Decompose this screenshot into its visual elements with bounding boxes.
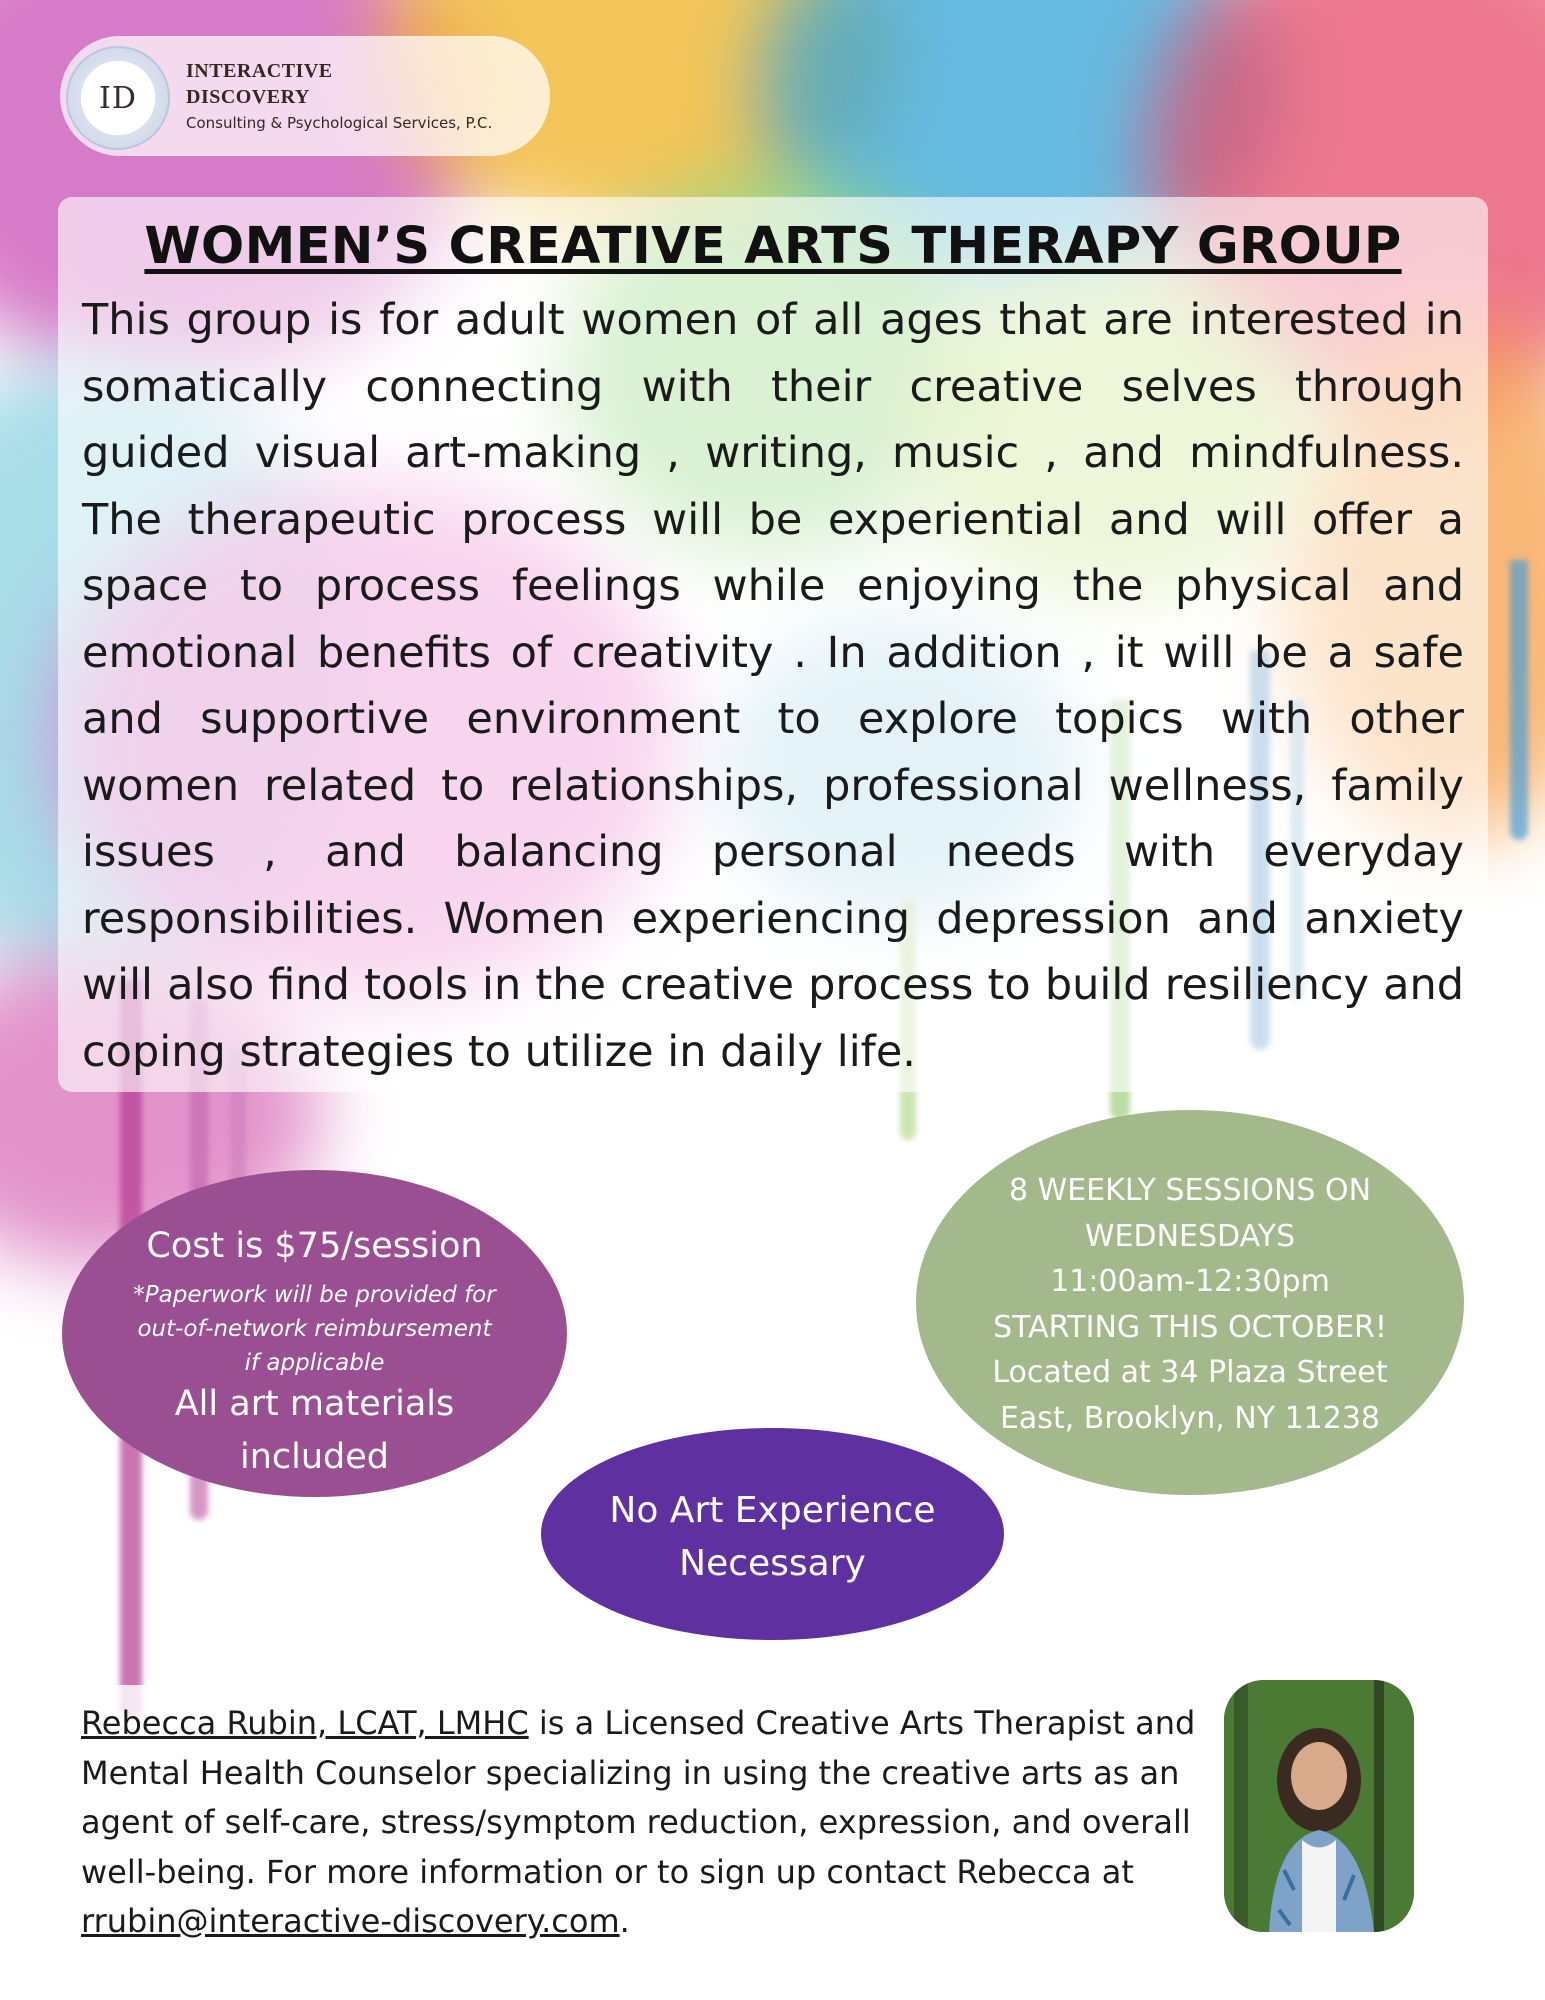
no-experience-line: No Art Experience — [609, 1490, 936, 1531]
email-link[interactable]: rrubin@interactive-discovery.com — [81, 1902, 620, 1940]
materials-included — [122, 1378, 507, 1484]
note-line: if applicable — [244, 1350, 385, 1376]
logo-subtitle: Consulting & Psychological Services, P.C. — [186, 114, 493, 132]
group-description: This group is for adult women of all ages that are interested in somatically connecting with their creative selves through guided visual art-making , writing, music , and mindfulness. The therapeutic process will be experiential and will offer a space to process feelings while enjoying the physical and emotional benefits of creativity . In addition , it will be a safe and supportive environment to explore topics with other women related to relationships, professional wellness, family issues , and balancing personal needs with everyday responsibilities. Women experiencing depression and anxiety will also find tools in the creative process to build resiliency and coping strategies to utilize in daily life. — [82, 295, 1464, 1077]
sessions-oval — [916, 1110, 1464, 1495]
sessions-start: STARTING THIS OCTOBER! — [993, 1309, 1387, 1345]
no-experience-line: Necessary — [679, 1543, 866, 1584]
logo-name-line1: INTERACTIVE — [186, 60, 333, 82]
reimbursement-note — [102, 1278, 527, 1380]
therapist-bio — [81, 1699, 1211, 1947]
logo-badge — [60, 36, 550, 156]
main-info-card — [58, 197, 1488, 1092]
note-line: *Paperwork will be provided for — [133, 1282, 496, 1308]
therapist-bio-card — [60, 1685, 1460, 1950]
location-line: East, Brooklyn, NY 11238 — [999, 1400, 1381, 1436]
logo-name-line2: DISCOVERY — [186, 86, 310, 108]
logo-initials: ID — [99, 80, 137, 116]
no-experience-oval — [541, 1428, 1004, 1640]
page-title: WOMEN’S CREATIVE ARTS THERAPY GROUP — [144, 217, 1402, 276]
bio-end: . — [619, 1902, 630, 1940]
materials-line: included — [239, 1437, 390, 1477]
bio-text: is a Licensed Creative Arts Therapist and Mental Health Counselor specializing in using the creative arts as an agent of self-care, stress/symptom reduction, expression, and overall well-being. For more information or to sign up contact Rebecca at — [81, 1704, 1196, 1891]
materials-line: All art materials — [174, 1384, 455, 1424]
note-line: out-of-network reimbursement — [137, 1316, 492, 1342]
sessions-time: 11:00am-12:30pm — [1050, 1264, 1330, 1299]
cost-text: Cost is $75/session — [146, 1226, 483, 1266]
sessions-details — [956, 1168, 1424, 1441]
therapist-photo — [1224, 1680, 1414, 1932]
location-line: Located at 34 Plaza Street — [992, 1355, 1388, 1390]
therapist-name-link[interactable]: Rebecca Rubin, LCAT, LMHC — [81, 1704, 529, 1742]
sessions-line: 8 WEEKLY SESSIONS ON — [1008, 1173, 1372, 1208]
no-experience-text — [581, 1484, 964, 1590]
logo-seal-icon — [66, 46, 170, 150]
sessions-line: WEDNESDAYS — [1084, 1218, 1296, 1254]
therapist-portrait-image — [1224, 1680, 1414, 1932]
cost-oval — [62, 1170, 567, 1497]
